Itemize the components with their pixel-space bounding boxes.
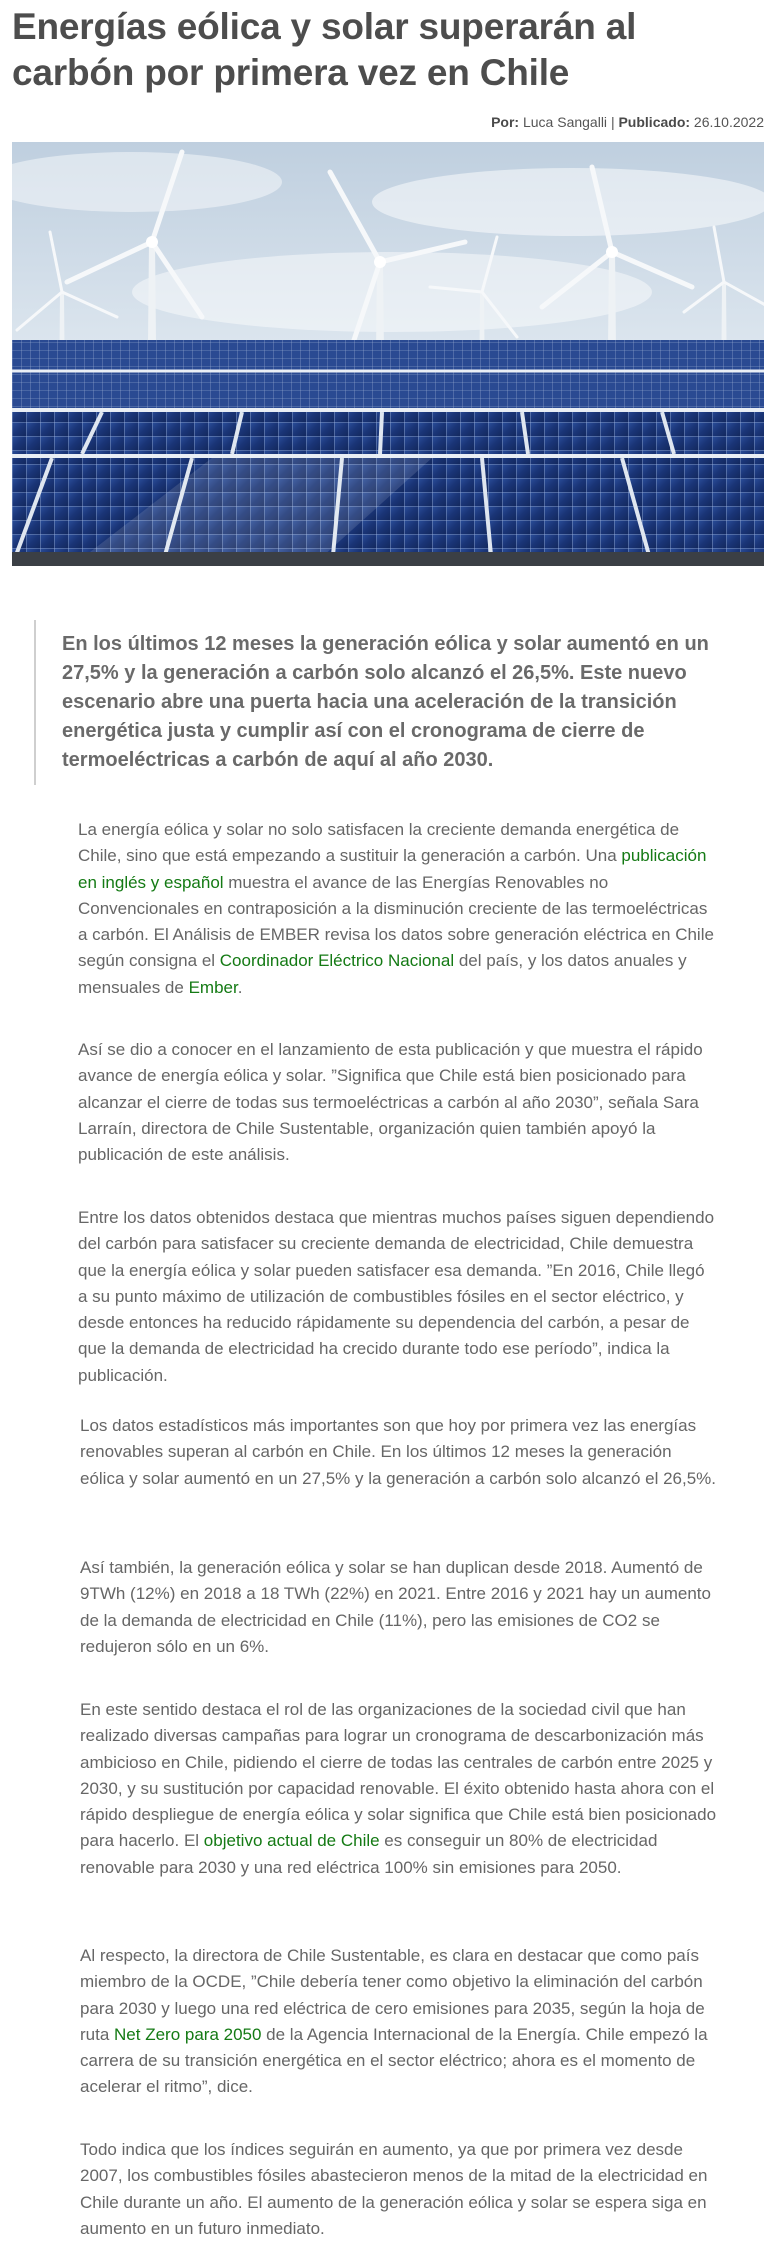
author-label: Por: [491,114,520,130]
paragraph-1-text-a: La energía eólica y solar no solo satisfacen la creciente demanda energética de Chile, sino que está empezando a sustituir la generación a carbón. Una [78,820,680,866]
hero-image-wind-solar [12,142,764,566]
article-title: Energías eólica y solar superarán al carbón por primera vez en Chile [12,6,637,93]
paragraph-7-text-b: de la Agencia Internacional de la Energía. Chile empezó la carrera de su transición energética en el sector eléctrico; ahora es el momento de acelerar el ritmo”, dice. [80,2024,708,2097]
paragraph-1 [78,817,718,1001]
article-meta [491,114,764,130]
published-label: Publicado: [618,114,691,130]
paragraph-1-text-c: del país, y los datos anuales y mensuales de [78,951,687,997]
paragraph-7-text-a: Al respecto, la directora de Chile Sustentable, es clara en destacar que como país miembro de la OCDE, ”Chile debería tener como objetivo la eliminación del carbón para 2030 y luego una red eléctrica de cero emisiones para 2035, según la hoja de ruta [80,1946,705,2044]
meta-separator: | [610,114,615,130]
paragraph-3: Entre los datos obtenidos destaca que mientras muchos países siguen dependiendo del carbón para satisfacer su creciente demanda de electricidad, Chile demuestra que la energía eólica y solar pueden satisfacer esa demanda. ”En 2016, Chile llegó a su punto máximo de utilización de combustibles fósiles en el sector eléctrico, y desde entonces ha reducido rápidamente su dependencia del carbón, a pesar de que la demanda de electricidad ha crecido durante todo ese período”, indica la publicación. [78,1208,715,1385]
link-ember[interactable]: Ember [188,977,238,997]
article-lead-quote: En los últimos 12 meses la generación eólica y solar aumentó en un 27,5% y la generación a carbón solo alcanzó el 26,5%. Este nuevo escenario abre una puerta hacia una aceleración de la transición energética justa y cumplir así con el cronograma de cierre de termoeléctricas a carbón de aquí al año 2030. [34,620,722,785]
link-coordinador-electrico[interactable]: Coordinador Eléctrico Nacional [219,951,455,971]
link-net-zero-2050[interactable]: Net Zero para 2050 [114,2024,262,2044]
published-date: 26.10.2022 [693,114,764,130]
link-objetivo-actual[interactable]: objetivo actual de Chile [203,1831,380,1851]
paragraph-1-text-b: muestra el avance de las Energías Renovables no Convencionales en contraposición a la disminución creciente de las termoeléctricas a carbón. El Análisis de EMBER revisa los datos sobre generación eléctrica en Chile según consigna el [78,872,714,971]
paragraph-1-text-d: . [237,977,243,997]
paragraph-6-text-b: es conseguir un 80% de electricidad renovable para 2030 y una red eléctrica 100% sin emisiones para 2050. [80,1831,658,1877]
link-publicacion[interactable]: publicación en inglés y español [78,846,707,892]
paragraph-6-text-a: En este sentido destaca el rol de las organizaciones de la sociedad civil que han realizado diversas campañas para lograr un cronograma de descarbonización más ambicioso en Chile, pidiendo el cierre de todas las centrales de carbón entre 2025 y 2030, y su sustitución por capacidad renovable. El éxito obtenido hasta ahora con el rápido despliegue de energía eólica y solar significa que Chile está bien posicionado para hacerlo. El [80,1700,717,1851]
paragraph-4: Los datos estadísticos más importantes son que hoy por primera vez las energías renovables superan al carbón en Chile. En los últimos 12 meses la generación eólica y solar aumentó en un 27,5% y la generación a carbón solo alcanzó el 26,5%. [80,1416,717,1488]
paragraph-7 [80,1943,720,2101]
paragraph-2: Así se dio a conocer en el lanzamiento de esta publicación y que muestra el rápido avance de energía eólica y solar. ”Significa que Chile está bien posicionado para alcanzar el cierre de todas sus termoeléctricas a carbón al año 2030”, señala Sara Larraín, directora de Chile Sustentable, organización quien también apoyó la publicación de este análisis. [78,1040,703,1165]
paragraph-6 [80,1697,720,1881]
paragraph-8: Todo indica que los índices seguirán en aumento, ya que por primera vez desde 2007, los combustibles fósiles abastecieron menos de la mitad de la electricidad en Chile durante un año. El aumento de la generación eólica y solar se espera siga en aumento en un futuro inmediato. [80,2140,708,2238]
author-name: Luca Sangalli [522,114,608,130]
paragraph-5: Así también, la generación eólica y solar se han duplican desde 2018. Aumentó de 9TWh (12%) en 2018 a 18 TWh (22%) en 2021. Entre 2016 y 2021 hay un aumento de la demanda de electricidad en Chile (11%), pero las emisiones de CO2 se redujeron sólo en un 6%. [80,1558,711,1656]
